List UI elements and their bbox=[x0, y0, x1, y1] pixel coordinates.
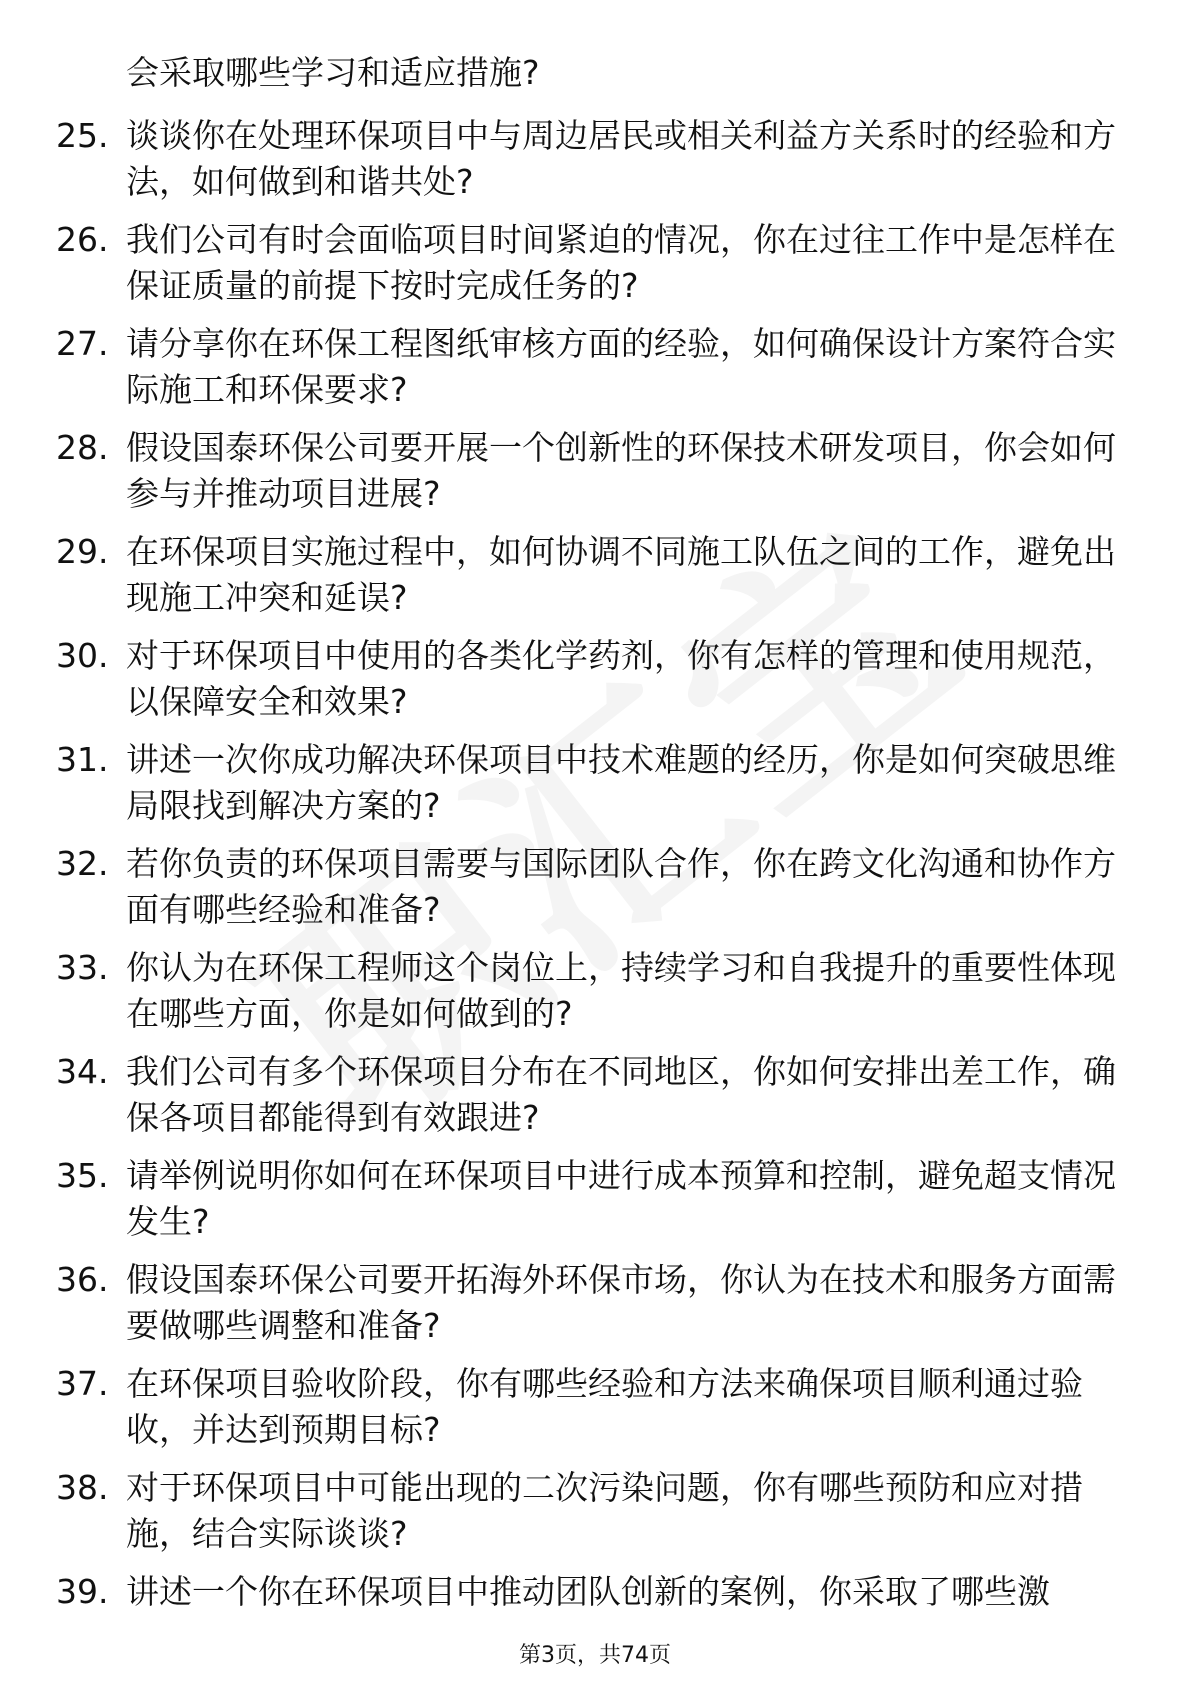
question-item bbox=[56, 1153, 1136, 1257]
question-item bbox=[56, 945, 1136, 1049]
question-number: 34. bbox=[56, 1052, 109, 1091]
question-text: 讲述一个你在环保项目中推动团队创新的案例，你采取了哪些激 bbox=[126, 1572, 1050, 1611]
question-item bbox=[56, 1361, 1136, 1465]
question-item bbox=[56, 529, 1136, 633]
question-text: 谈谈你在处理环保项目中与周边居民或相关利益方关系时的经验和方法，如何做到和谐共处? bbox=[126, 116, 1116, 201]
question-text: 在环保项目验收阶段，你有哪些经验和方法来确保项目顺利通过验收，并达到预期目标? bbox=[126, 1364, 1083, 1449]
question-number: 36. bbox=[56, 1260, 109, 1299]
question-text: 假设国泰环保公司要开拓海外环保市场，你认为在技术和服务方面需要做哪些调整和准备? bbox=[126, 1260, 1116, 1345]
question-text: 假设国泰环保公司要开展一个创新性的环保技术研发项目，你会如何参与并推动项目进展? bbox=[126, 428, 1116, 513]
question-number: 35. bbox=[56, 1156, 109, 1195]
question-item bbox=[56, 425, 1136, 529]
continuation-text: 会采取哪些学习和适应措施? bbox=[126, 53, 540, 92]
question-text: 在环保项目实施过程中，如何协调不同施工队伍之间的工作，避免出现施工冲突和延误? bbox=[126, 532, 1116, 617]
question-text: 对于环保项目中使用的各类化学药剂，你有怎样的管理和使用规范，以保障安全和效果? bbox=[126, 636, 1116, 721]
question-number: 29. bbox=[56, 532, 109, 571]
question-text: 我们公司有时会面临项目时间紧迫的情况，你在过往工作中是怎样在保证质量的前提下按时完成任务的? bbox=[126, 220, 1116, 305]
question-number: 25. bbox=[56, 116, 109, 155]
question-text: 讲述一次你成功解决环保项目中技术难题的经历，你是如何突破思维局限找到解决方案的? bbox=[126, 740, 1116, 825]
question-number: 30. bbox=[56, 636, 109, 675]
question-number: 28. bbox=[56, 428, 109, 467]
question-item bbox=[56, 1049, 1136, 1153]
question-number: 26. bbox=[56, 220, 109, 259]
question-text: 对于环保项目中可能出现的二次污染问题，你有哪些预防和应对措施，结合实际谈谈? bbox=[126, 1468, 1083, 1553]
question-item bbox=[56, 1257, 1136, 1361]
question-number: 31. bbox=[56, 740, 109, 779]
question-number: 33. bbox=[56, 948, 109, 987]
question-item bbox=[56, 1465, 1136, 1569]
question-item bbox=[56, 113, 1136, 217]
question-item bbox=[56, 321, 1136, 425]
question-item bbox=[56, 841, 1136, 945]
question-text: 请分享你在环保工程图纸审核方面的经验，如何确保设计方案符合实际施工和环保要求? bbox=[126, 324, 1116, 409]
question-item bbox=[56, 737, 1136, 841]
page-footer: 第3页，共74页 bbox=[519, 1643, 671, 1668]
question-number: 27. bbox=[56, 324, 109, 363]
question-item bbox=[56, 217, 1136, 321]
question-text: 若你负责的环保项目需要与国际团队合作，你在跨文化沟通和协作方面有哪些经验和准备? bbox=[126, 844, 1116, 929]
question-number: 38. bbox=[56, 1468, 109, 1507]
question-text: 我们公司有多个环保项目分布在不同地区，你如何安排出差工作，确保各项目都能得到有效跟进? bbox=[126, 1052, 1116, 1137]
question-text: 请举例说明你如何在环保项目中进行成本预算和控制，避免超支情况发生? bbox=[126, 1156, 1116, 1241]
question-number: 37. bbox=[56, 1364, 109, 1403]
question-number: 32. bbox=[56, 844, 109, 883]
question-item bbox=[56, 633, 1136, 737]
question-text: 你认为在环保工程师这个岗位上，持续学习和自我提升的重要性体现在哪些方面，你是如何做到的? bbox=[126, 948, 1116, 1033]
question-number: 39. bbox=[56, 1572, 109, 1611]
question-list bbox=[56, 113, 1136, 1673]
